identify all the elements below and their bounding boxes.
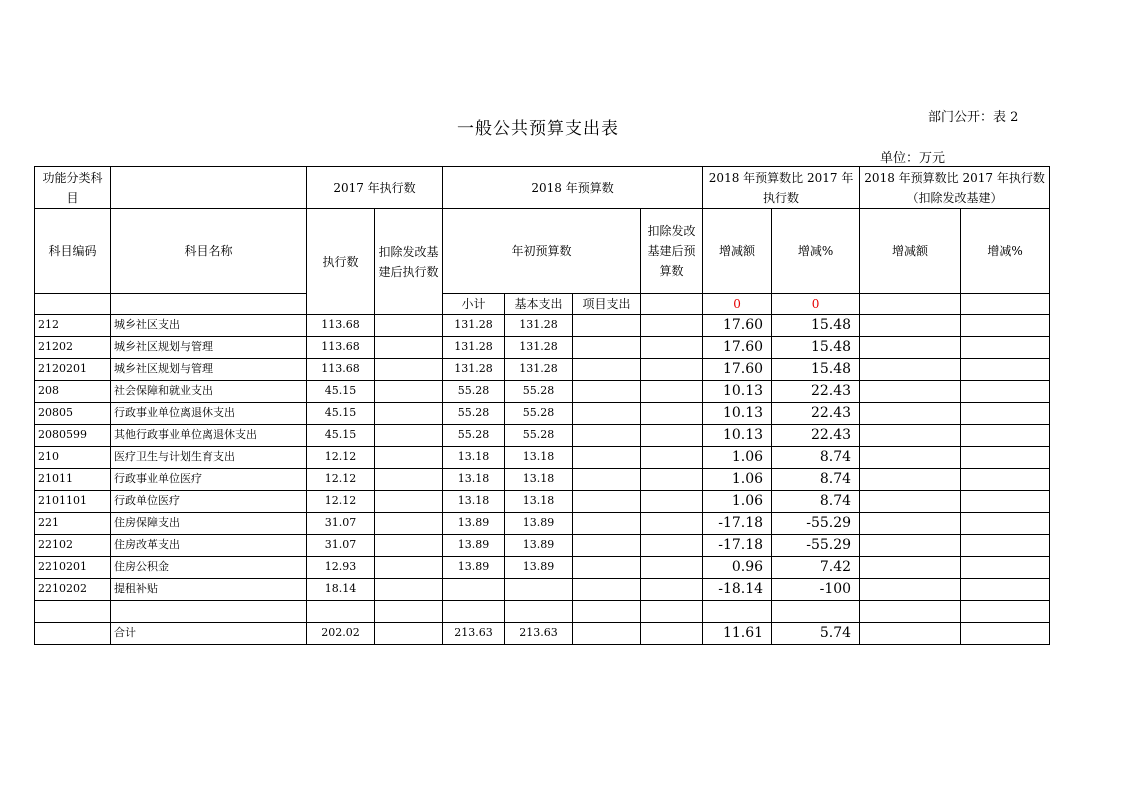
table-row <box>35 447 1050 469</box>
row-basic: 131.28 <box>505 315 573 337</box>
row-exec-excl <box>375 359 443 381</box>
total-exec-excl <box>375 622 443 644</box>
row-subtotal: 13.89 <box>443 557 505 579</box>
row-change-pct: 22.43 <box>772 425 860 447</box>
row-subtotal: 13.89 <box>443 535 505 557</box>
row-project <box>573 315 641 337</box>
table-row <box>35 381 1050 403</box>
row-budget-excl <box>641 535 703 557</box>
header-blank-code <box>35 294 111 315</box>
row-change: 1.06 <box>703 469 772 491</box>
row-code <box>35 601 111 623</box>
header-basic: 基本支出 <box>505 294 573 315</box>
row-exec-excl <box>375 535 443 557</box>
row-budget-excl <box>641 491 703 513</box>
unit-label: 单位：万元 <box>880 151 946 166</box>
total-change: 11.61 <box>703 622 772 644</box>
row-change-2 <box>860 315 961 337</box>
row-name: 城乡社区规划与管理 <box>111 337 307 359</box>
row-change-pct-2 <box>961 315 1050 337</box>
header-initial-budget: 年初预算数 <box>443 209 641 294</box>
row-change-pct-2 <box>961 491 1050 513</box>
row-change: 0.96 <box>703 557 772 579</box>
row-change: 17.60 <box>703 337 772 359</box>
header-project: 项目支出 <box>573 294 641 315</box>
row-project <box>573 557 641 579</box>
row-change-pct: -100 <box>772 579 860 601</box>
row-budget-excl <box>641 447 703 469</box>
row-change-pct-2 <box>961 469 1050 491</box>
row-name: 城乡社区规划与管理 <box>111 359 307 381</box>
row-project <box>573 447 641 469</box>
row-basic: 13.18 <box>505 469 573 491</box>
header-exec-2017: 2017 年执行数 <box>307 167 443 209</box>
header-blank-excl <box>641 294 703 315</box>
row-name: 社会保障和就业支出 <box>111 381 307 403</box>
row-code: 212 <box>35 315 111 337</box>
row-project <box>573 469 641 491</box>
row-project <box>573 535 641 557</box>
row-project <box>573 337 641 359</box>
header-budget-excl: 扣除发改基建后预算数 <box>641 209 703 294</box>
row-basic: 13.89 <box>505 535 573 557</box>
header-blank-c1 <box>860 294 961 315</box>
header-exec-amount: 执行数 <box>307 209 375 315</box>
row-exec-excl <box>375 425 443 447</box>
header-blank <box>111 167 307 209</box>
row-exec: 12.12 <box>307 469 375 491</box>
row-change-pct <box>772 601 860 623</box>
row-basic: 13.18 <box>505 491 573 513</box>
row-budget-excl <box>641 601 703 623</box>
total-row <box>35 622 1050 644</box>
page-title: 一般公共预算支出表 <box>457 119 619 139</box>
row-code: 2080599 <box>35 425 111 447</box>
row-change: 1.06 <box>703 491 772 513</box>
row-exec: 113.68 <box>307 315 375 337</box>
row-budget-excl <box>641 381 703 403</box>
table-row <box>35 513 1050 535</box>
header-red-zero-1: 0 <box>703 294 772 315</box>
total-change-pct: 5.74 <box>772 622 860 644</box>
row-name: 行政事业单位医疗 <box>111 469 307 491</box>
row-name: 提租补贴 <box>111 579 307 601</box>
row-subtotal: 131.28 <box>443 315 505 337</box>
row-exec: 12.93 <box>307 557 375 579</box>
row-change-2 <box>860 513 961 535</box>
row-change-pct-2 <box>961 381 1050 403</box>
row-project <box>573 513 641 535</box>
row-code: 21202 <box>35 337 111 359</box>
row-change-2 <box>860 469 961 491</box>
total-basic: 213.63 <box>505 622 573 644</box>
row-exec-excl <box>375 337 443 359</box>
row-exec-excl <box>375 579 443 601</box>
header-row-1 <box>35 167 1050 209</box>
header-name: 科目名称 <box>111 209 307 294</box>
row-name: 住房改革支出 <box>111 535 307 557</box>
row-exec-excl <box>375 491 443 513</box>
row-change-2 <box>860 535 961 557</box>
row-budget-excl <box>641 513 703 535</box>
header-exec-excl: 扣除发改基建后执行数 <box>375 209 443 315</box>
row-change-2 <box>860 359 961 381</box>
row-budget-excl <box>641 337 703 359</box>
row-basic <box>505 579 573 601</box>
header-red-zero-2: 0 <box>772 294 860 315</box>
row-exec-excl <box>375 447 443 469</box>
row-exec: 113.68 <box>307 337 375 359</box>
row-change-pct-2 <box>961 337 1050 359</box>
header-budget-2018: 2018 年预算数 <box>443 167 703 209</box>
row-exec-excl <box>375 469 443 491</box>
row-code: 20805 <box>35 403 111 425</box>
row-subtotal <box>443 601 505 623</box>
row-change-pct-2 <box>961 601 1050 623</box>
row-basic: 131.28 <box>505 359 573 381</box>
total-label: 合计 <box>111 622 307 644</box>
header-row-3 <box>35 294 1050 315</box>
row-change-pct-2 <box>961 447 1050 469</box>
header-change-amount: 增减额 <box>703 209 772 294</box>
header-subtotal: 小计 <box>443 294 505 315</box>
row-change-pct: 15.48 <box>772 359 860 381</box>
row-change-pct-2 <box>961 403 1050 425</box>
row-name <box>111 601 307 623</box>
budget-table <box>34 166 1050 645</box>
table-row <box>35 337 1050 359</box>
row-change: 10.13 <box>703 381 772 403</box>
row-exec: 12.12 <box>307 491 375 513</box>
row-exec: 45.15 <box>307 403 375 425</box>
row-change: 17.60 <box>703 315 772 337</box>
header-compare-exec: 2018 年预算数比 2017 年执行数 <box>703 167 860 209</box>
row-subtotal <box>443 579 505 601</box>
row-basic: 131.28 <box>505 337 573 359</box>
row-name: 住房保障支出 <box>111 513 307 535</box>
row-exec <box>307 601 375 623</box>
row-code: 2101101 <box>35 491 111 513</box>
row-change: 10.13 <box>703 403 772 425</box>
row-basic: 13.89 <box>505 513 573 535</box>
row-change-2 <box>860 381 961 403</box>
row-change: -18.14 <box>703 579 772 601</box>
row-project <box>573 601 641 623</box>
row-change: -17.18 <box>703 513 772 535</box>
row-basic: 13.18 <box>505 447 573 469</box>
row-code: 21011 <box>35 469 111 491</box>
row-change: 10.13 <box>703 425 772 447</box>
row-name: 行政单位医疗 <box>111 491 307 513</box>
table-row <box>35 469 1050 491</box>
row-change: 17.60 <box>703 359 772 381</box>
row-change-pct-2 <box>961 513 1050 535</box>
row-change-pct-2 <box>961 425 1050 447</box>
row-project <box>573 491 641 513</box>
row-code: 208 <box>35 381 111 403</box>
total-subtotal: 213.63 <box>443 622 505 644</box>
total-budget-excl <box>641 622 703 644</box>
row-change: 1.06 <box>703 447 772 469</box>
row-name: 城乡社区支出 <box>111 315 307 337</box>
row-code: 2120201 <box>35 359 111 381</box>
row-code: 22102 <box>35 535 111 557</box>
row-code: 221 <box>35 513 111 535</box>
header-change-amount-2: 增减额 <box>860 209 961 294</box>
header-compare-exec-excl: 2018 年预算数比 2017 年执行数（扣除发改基建） <box>860 167 1050 209</box>
table-row <box>35 557 1050 579</box>
row-exec: 45.15 <box>307 381 375 403</box>
row-exec: 12.12 <box>307 447 375 469</box>
header-category: 功能分类科目 <box>35 167 111 209</box>
row-basic: 55.28 <box>505 425 573 447</box>
row-change: -17.18 <box>703 535 772 557</box>
row-change-pct-2 <box>961 557 1050 579</box>
header-row-2 <box>35 209 1050 294</box>
table-row <box>35 359 1050 381</box>
total-project <box>573 622 641 644</box>
row-change <box>703 601 772 623</box>
row-change-2 <box>860 557 961 579</box>
header-blank-c2 <box>961 294 1050 315</box>
row-name: 其他行政事业单位离退休支出 <box>111 425 307 447</box>
row-subtotal: 55.28 <box>443 425 505 447</box>
row-exec: 18.14 <box>307 579 375 601</box>
row-change-pct: 8.74 <box>772 469 860 491</box>
total-code <box>35 622 111 644</box>
row-budget-excl <box>641 315 703 337</box>
total-change-2 <box>860 622 961 644</box>
row-budget-excl <box>641 579 703 601</box>
row-change-2 <box>860 601 961 623</box>
row-subtotal: 13.89 <box>443 513 505 535</box>
table-row <box>35 579 1050 601</box>
row-change-pct: 22.43 <box>772 403 860 425</box>
header-change-pct-2: 增减% <box>961 209 1050 294</box>
row-name: 医疗卫生与计划生育支出 <box>111 447 307 469</box>
row-subtotal: 13.18 <box>443 469 505 491</box>
row-change-pct: 8.74 <box>772 491 860 513</box>
row-name: 住房公积金 <box>111 557 307 579</box>
row-project <box>573 381 641 403</box>
row-basic <box>505 601 573 623</box>
row-budget-excl <box>641 469 703 491</box>
row-change-pct: -55.29 <box>772 513 860 535</box>
row-change-2 <box>860 425 961 447</box>
row-project <box>573 579 641 601</box>
row-exec-excl <box>375 513 443 535</box>
row-code: 2210202 <box>35 579 111 601</box>
row-basic: 13.89 <box>505 557 573 579</box>
row-basic: 55.28 <box>505 381 573 403</box>
row-exec: 31.07 <box>307 513 375 535</box>
document-label: 部门公开：表 2 <box>928 110 1019 125</box>
table-row <box>35 403 1050 425</box>
row-change-pct: -55.29 <box>772 535 860 557</box>
table-row <box>35 315 1050 337</box>
table-row <box>35 491 1050 513</box>
row-code: 2210201 <box>35 557 111 579</box>
row-change-pct: 15.48 <box>772 315 860 337</box>
row-budget-excl <box>641 425 703 447</box>
row-project <box>573 403 641 425</box>
row-subtotal: 13.18 <box>443 447 505 469</box>
header-code: 科目编码 <box>35 209 111 294</box>
row-change-2 <box>860 447 961 469</box>
row-budget-excl <box>641 359 703 381</box>
row-change-pct-2 <box>961 579 1050 601</box>
row-basic: 55.28 <box>505 403 573 425</box>
row-project <box>573 359 641 381</box>
row-exec: 31.07 <box>307 535 375 557</box>
row-change-2 <box>860 337 961 359</box>
total-change-pct-2 <box>961 622 1050 644</box>
row-subtotal: 55.28 <box>443 381 505 403</box>
row-change-pct: 15.48 <box>772 337 860 359</box>
row-subtotal: 131.28 <box>443 359 505 381</box>
table-row <box>35 535 1050 557</box>
row-subtotal: 13.18 <box>443 491 505 513</box>
row-exec: 113.68 <box>307 359 375 381</box>
row-budget-excl <box>641 557 703 579</box>
row-exec-excl <box>375 403 443 425</box>
header-blank-name <box>111 294 307 315</box>
row-project <box>573 425 641 447</box>
row-exec-excl <box>375 381 443 403</box>
row-change-2 <box>860 403 961 425</box>
total-exec: 202.02 <box>307 622 375 644</box>
header-change-pct: 增减% <box>772 209 860 294</box>
row-exec: 45.15 <box>307 425 375 447</box>
row-change-pct: 22.43 <box>772 381 860 403</box>
row-change-2 <box>860 491 961 513</box>
row-subtotal: 131.28 <box>443 337 505 359</box>
row-subtotal: 55.28 <box>443 403 505 425</box>
row-code: 210 <box>35 447 111 469</box>
row-budget-excl <box>641 403 703 425</box>
row-change-pct-2 <box>961 359 1050 381</box>
table-row <box>35 601 1050 623</box>
row-change-pct: 7.42 <box>772 557 860 579</box>
row-exec-excl <box>375 315 443 337</box>
row-change-2 <box>860 579 961 601</box>
row-change-pct: 8.74 <box>772 447 860 469</box>
row-exec-excl <box>375 557 443 579</box>
row-change-pct-2 <box>961 535 1050 557</box>
table-row <box>35 425 1050 447</box>
row-exec-excl <box>375 601 443 623</box>
row-name: 行政事业单位离退休支出 <box>111 403 307 425</box>
